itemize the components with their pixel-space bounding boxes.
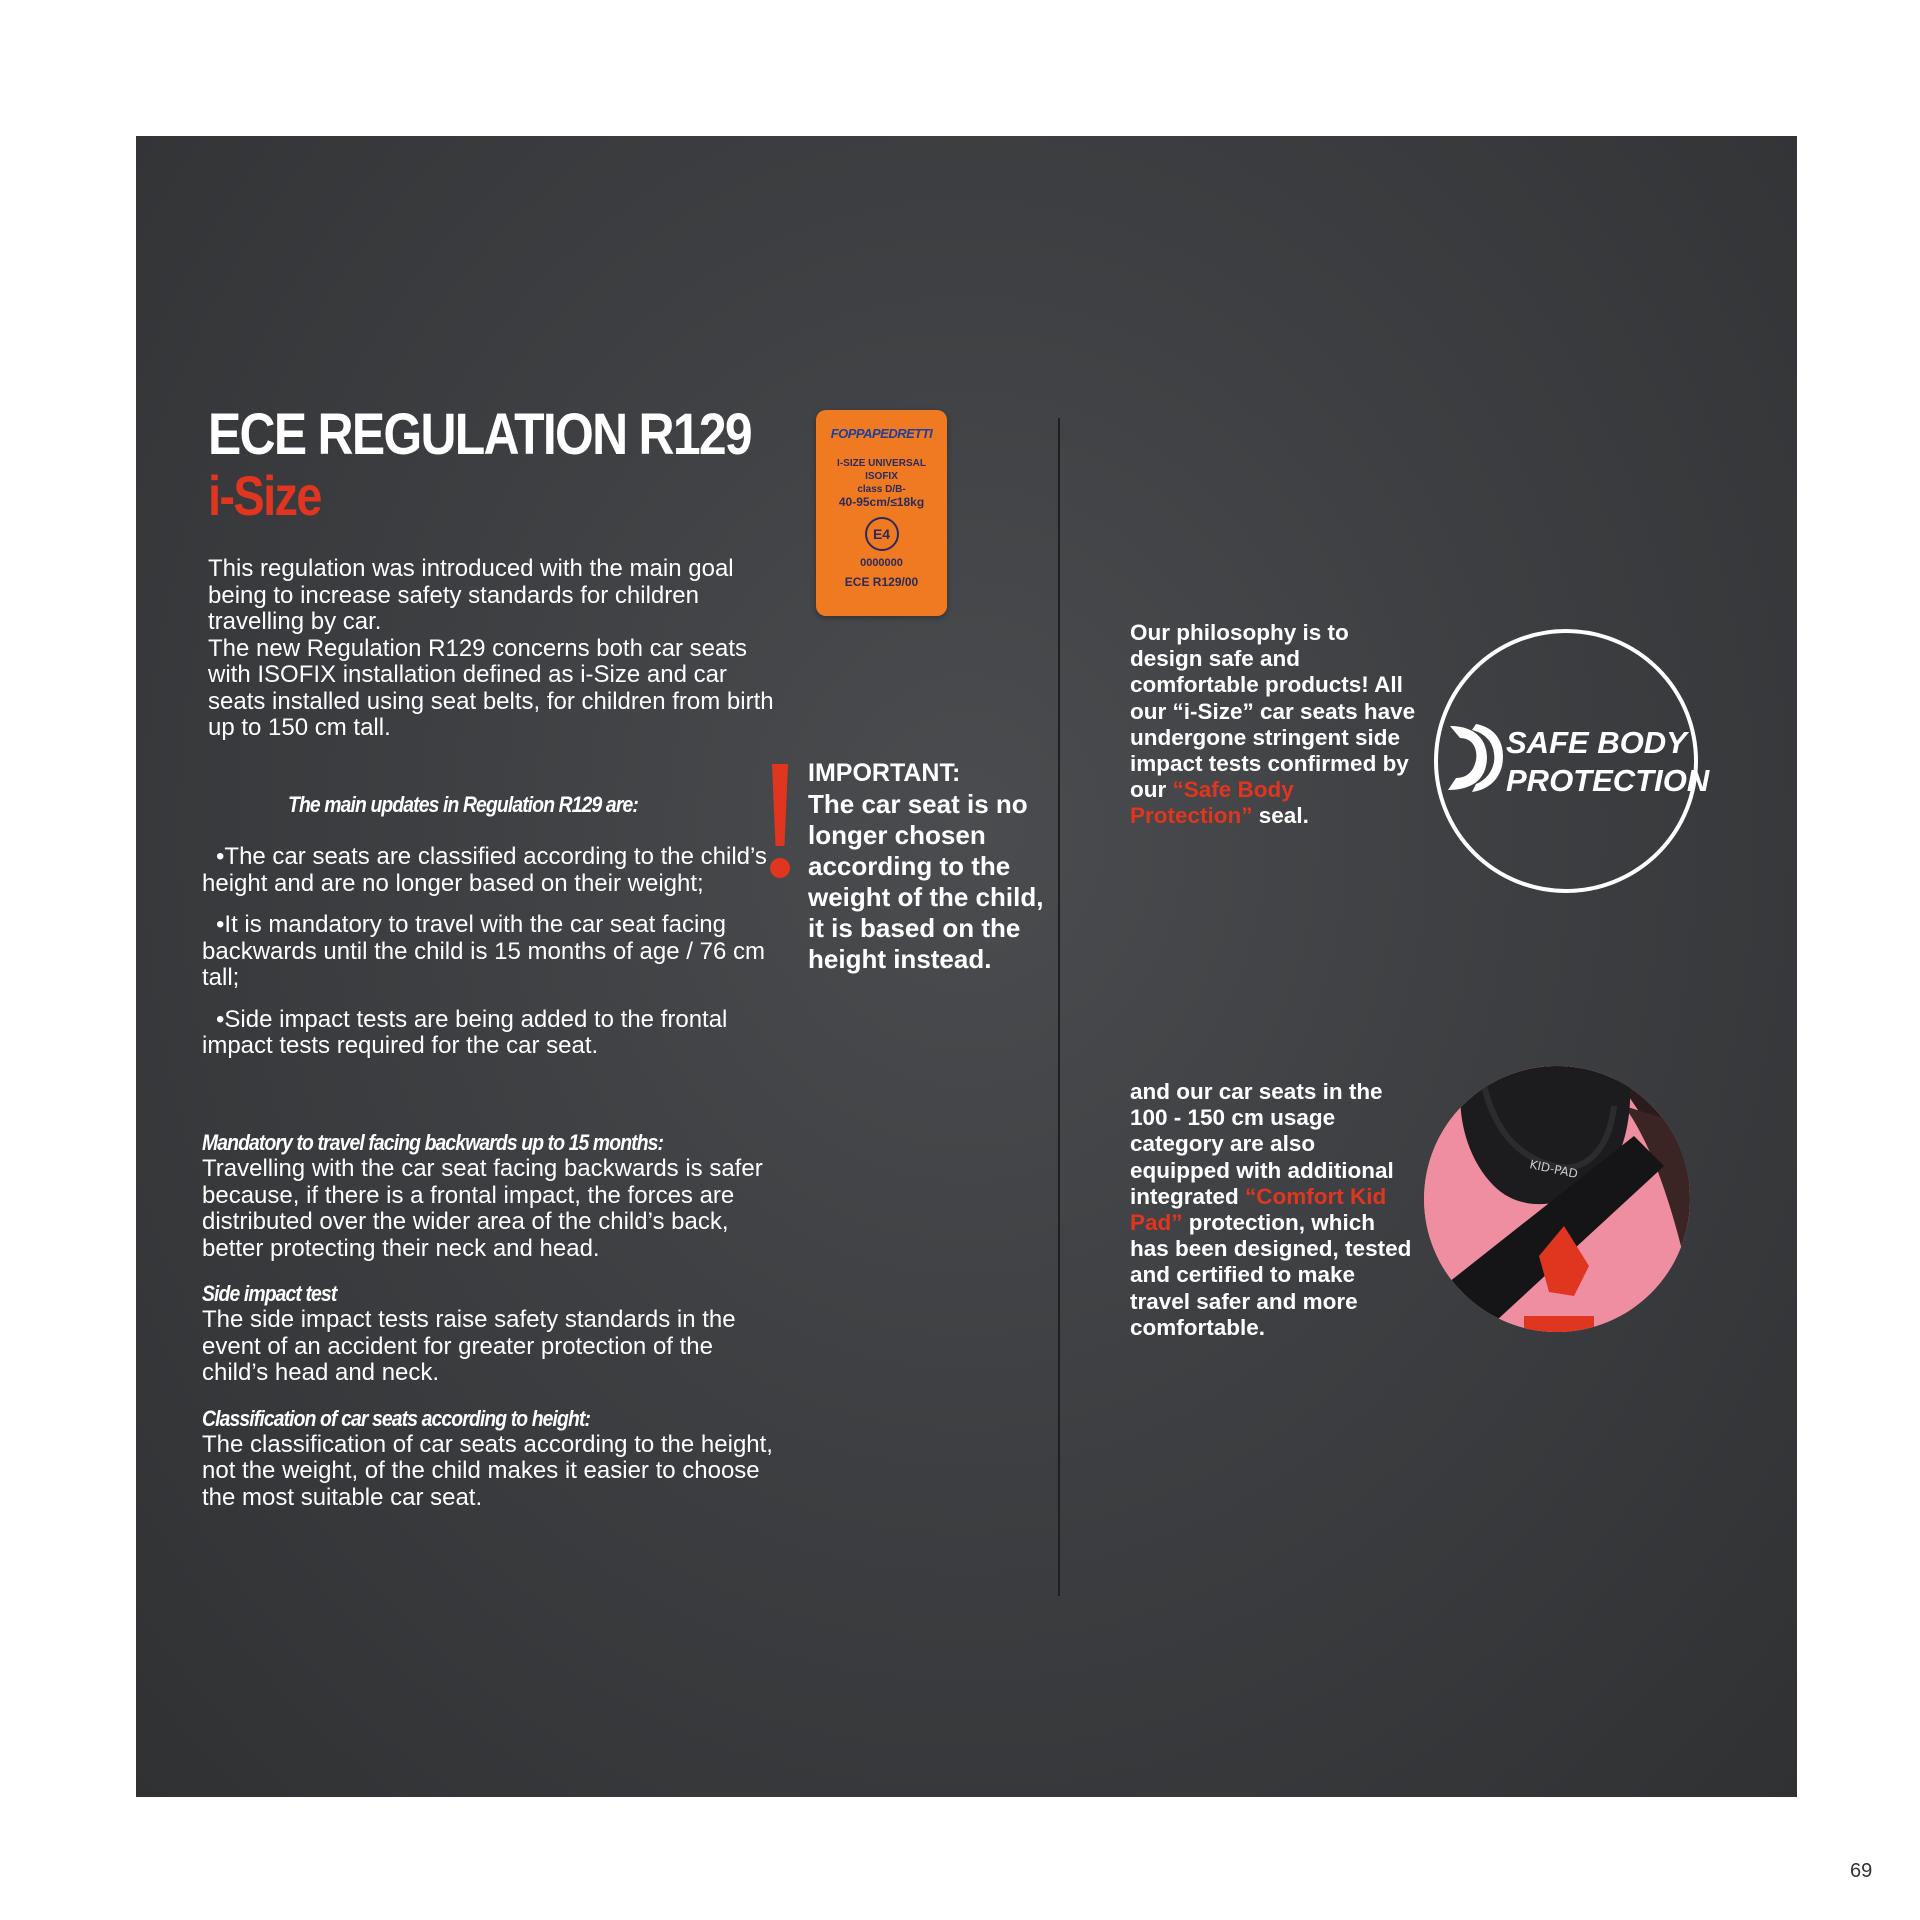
seal-text	[1506, 724, 1709, 800]
label-lines	[816, 457, 947, 509]
page-number: 69	[1850, 1860, 1873, 1882]
philosophy-text	[1130, 620, 1420, 830]
detail-sections	[202, 1130, 782, 1530]
section-text: Travelling with the car seat facing backwards is safer because, if there is a frontal impact, the forces are distributed over the wider area of the child’s back, better protecting their neck and head.	[202, 1155, 763, 1262]
exclamation-dot-icon	[770, 858, 790, 878]
child-with-pad-illustration	[1424, 1066, 1690, 1332]
updates-title: The main updates in Regulation R129 are:	[288, 792, 638, 817]
approval-label	[816, 410, 947, 616]
list-item-text: Side impact tests are being added to the frontal impact tests required for the car seat.	[202, 1005, 728, 1059]
label-line: 40-95cm/≤18kg	[838, 495, 925, 509]
important-text: The car seat is no longer chosen according to the weight of the child, it is based on the height instead.	[808, 789, 1044, 974]
intro-paragraph-2: The new Regulation R129 concerns both car seats with ISOFIX installation defined as i-Size and car seats installed using seat belts, for children from birth up to 150 cm tall.	[208, 634, 774, 741]
exclamation-icon	[772, 764, 788, 846]
updates-list	[202, 844, 782, 1075]
seal-line-1: SAFE BODY	[1506, 725, 1687, 760]
section-classification	[202, 1406, 782, 1512]
bullet: •	[216, 843, 225, 870]
label-code: 0000000	[860, 557, 903, 569]
page-title: ECE REGULATION R129	[208, 402, 751, 467]
e4-mark-icon: E4	[865, 517, 899, 551]
kid-pad-end: protection, which has been designed, tested and certified to make travel safer and more comfortable.	[1130, 1210, 1412, 1340]
intro-text	[208, 556, 778, 742]
pad-label: KID-PAD	[1528, 1157, 1580, 1182]
philosophy-body: Our philosophy is to design safe and comfortable products! All our “i-Size” car seats have undergone stringent side impact tests confirmed by our	[1130, 620, 1416, 803]
kid-pad-text	[1130, 1079, 1420, 1341]
section-text: The classification of car seats according to the height, not the weight, of the child makes it easier to choose the most suitable car seat.	[202, 1430, 773, 1511]
list-item	[202, 912, 782, 992]
list-item	[202, 844, 782, 897]
shield-waves-icon	[1442, 718, 1512, 798]
page-subtitle: i-Size	[208, 464, 321, 527]
list-item-text: The car seats are classified according to the child’s height and are no longer based on their weight;	[202, 843, 767, 897]
kid-pad-highlight: “Comfort Kid Pad”	[1130, 1183, 1387, 1236]
bullet: •	[216, 1005, 225, 1033]
section-heading: Classification of car seats according to height:	[202, 1405, 591, 1431]
philosophy-end: seal.	[1258, 803, 1309, 829]
section-side-impact	[202, 1281, 782, 1387]
label-standard: ECE R129/00	[844, 575, 919, 589]
section-text: The side impact tests raise safety standards in the event of an accident for greater protection of the child’s head and neck.	[202, 1306, 736, 1386]
label-line: I-SIZE UNIVERSAL	[837, 458, 926, 469]
section-backwards	[202, 1130, 782, 1262]
kid-pad-photo	[1424, 1066, 1690, 1332]
label-brand: FOPPAPEDRETTI	[830, 426, 933, 441]
label-line: ISOFIX	[865, 471, 898, 482]
list-item-text: It is mandatory to travel with the car seat facing backwards until the child is 15 months of age / 76 cm tall;	[202, 911, 765, 991]
section-heading: Side impact test	[202, 1281, 337, 1306]
important-heading: IMPORTANT:	[808, 759, 961, 787]
important-note	[808, 758, 1058, 975]
philosophy-highlight: “Safe Body Protection”	[1130, 777, 1294, 829]
seal-line-2: PROTECTION	[1506, 763, 1710, 798]
bullet: •	[216, 911, 225, 938]
kid-pad-body: and our car seats in the 100 - 150 cm usage category are also equipped with additional integrated	[1130, 1079, 1394, 1209]
intro-paragraph-1: This regulation was introduced with the main goal being to increase safety standards for children travelling by car.	[208, 555, 734, 635]
content-panel	[136, 136, 1797, 1797]
section-heading: Mandatory to travel facing backwards up to 15 months:	[202, 1130, 664, 1155]
label-line: class D/B-	[857, 484, 906, 495]
column-divider	[1058, 418, 1060, 1596]
list-item	[202, 1007, 782, 1060]
